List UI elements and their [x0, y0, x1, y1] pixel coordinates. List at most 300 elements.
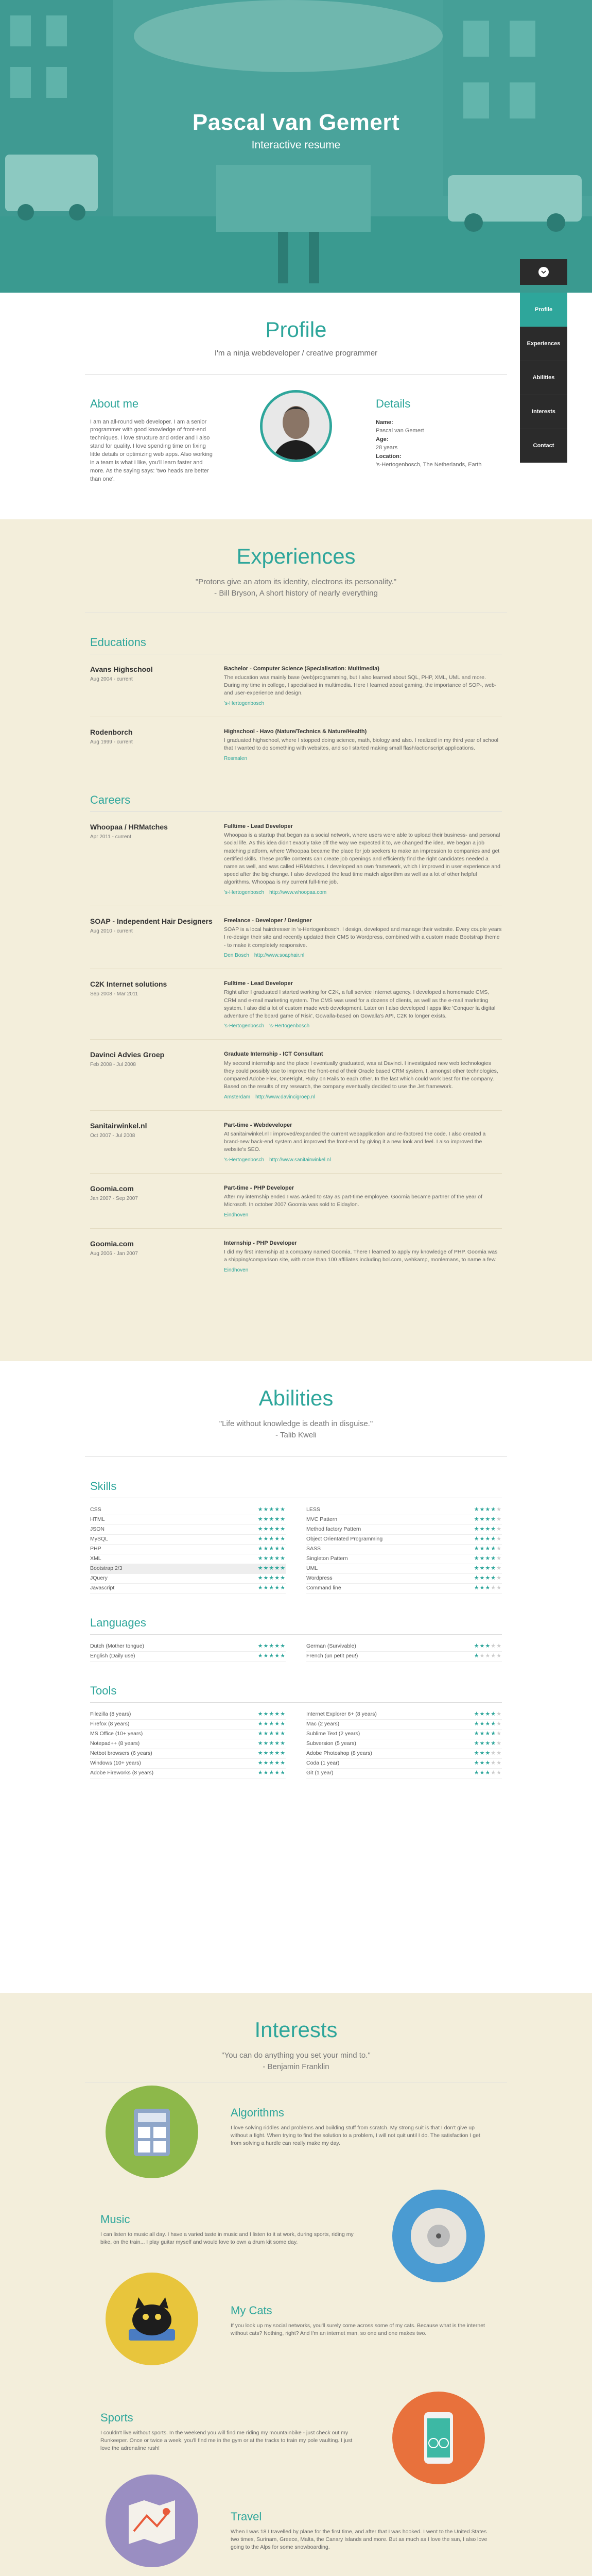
- skill-row: [90, 1584, 286, 1594]
- star-icon: ★: [257, 1711, 264, 1718]
- entry-description: The education was mainly base (web)programming, but I also learned about SQL, PHP, XML, UML and more. During my time in college, I specialised in multimedia. Here I learned about gaming, the importance of SOP-, web- and user-experience and design.: [224, 674, 497, 697]
- calculator-icon: [106, 2086, 198, 2178]
- star-icon: ★: [280, 1770, 286, 1776]
- star-icon: ★: [257, 1536, 264, 1543]
- skill-row: [306, 1730, 502, 1739]
- skill-row: [90, 1769, 286, 1778]
- entry-role: Fulltime - Lead Developer: [224, 823, 293, 829]
- star-icon: ★: [263, 1643, 269, 1650]
- skill-rating: [258, 1564, 286, 1573]
- star-icon: ★: [263, 1546, 269, 1552]
- website-link[interactable]: 's-Hertogenbosch: [269, 1023, 310, 1029]
- entry-left: [90, 917, 224, 959]
- profile-tagline: I'm a ninja webdeveloper / creative programmer: [214, 349, 378, 358]
- entry-meta: [224, 952, 502, 959]
- skill-rating: [258, 1739, 286, 1748]
- nav-item-abilities[interactable]: Abilities: [520, 361, 567, 395]
- entry-meta: [224, 1156, 502, 1164]
- interest-algorithms: [231, 2104, 488, 2148]
- star-icon: ★: [263, 1565, 269, 1572]
- star-icon: ★: [485, 1731, 491, 1737]
- star-icon: ★: [263, 1740, 269, 1747]
- nav-item-experiences[interactable]: Experiences: [520, 327, 567, 361]
- detail-value: Pascal van Gemert: [376, 428, 424, 434]
- skills-list-left: [90, 1505, 286, 1594]
- skill-row: [306, 1584, 502, 1594]
- entry-date: Aug 2010 - current: [90, 928, 133, 934]
- star-icon: ★: [485, 1516, 491, 1523]
- skill-row: [306, 1515, 502, 1525]
- profile-title: Profile: [265, 317, 327, 342]
- skill-name: Windows (10+ years): [90, 1759, 141, 1766]
- star-icon: ★: [269, 1575, 275, 1582]
- skill-rating: [258, 1769, 286, 1777]
- experience-entry: [90, 1239, 502, 1274]
- star-icon: ★: [269, 1536, 275, 1543]
- quote-author: - Bill Bryson, A short history of nearly everything: [214, 588, 378, 598]
- star-icon: ★: [263, 1770, 269, 1776]
- interest-text: When I was 18 I travelled by plane for the first time, and after that I was hooked. I went to the United States two times, Surinam, Greece, Malta, the Canary Islands and more. But as much as I love the sun, I also love going to the Alps for some snowboarding.: [231, 2529, 487, 2551]
- interest-title: Travel: [231, 2510, 262, 2523]
- star-icon: ★: [479, 1653, 485, 1659]
- star-icon: ★: [496, 1760, 502, 1767]
- star-icon: ★: [479, 1546, 485, 1552]
- divider: [90, 1634, 502, 1635]
- star-icon: ★: [479, 1506, 485, 1513]
- star-icon: ★: [496, 1526, 502, 1533]
- entry-role: Highschool - Havo (Nature/Technics & Nature/Health): [224, 728, 367, 735]
- star-icon: ★: [274, 1516, 281, 1523]
- website-link[interactable]: http://www.soaphair.nl: [254, 952, 305, 958]
- star-icon: ★: [274, 1750, 281, 1757]
- entry-organisation: SOAP - Independent Hair Designers: [90, 917, 213, 925]
- entry-organisation: Goomia.com: [90, 1184, 134, 1193]
- entry-description: I graduated highschool, where I stopped doing science, math, biology and also. I realized in my third year of school that I wanted to do something with websites, and so I started making small flash/actionscript applications.: [224, 737, 498, 752]
- entry-divider: [90, 1039, 502, 1040]
- skill-row: [306, 1739, 502, 1749]
- star-icon: ★: [485, 1721, 491, 1727]
- star-icon: ★: [263, 1575, 269, 1582]
- star-icon: ★: [269, 1711, 275, 1718]
- entry-role: Part-time - Webdeveloper: [224, 1122, 292, 1128]
- divider: [85, 374, 507, 375]
- star-icon: ★: [263, 1711, 269, 1718]
- chevron-down-icon: [538, 267, 549, 277]
- skill-rating: [258, 1505, 286, 1514]
- star-icon: ★: [257, 1546, 264, 1552]
- skill-name: Object Orientated Programming: [306, 1535, 383, 1542]
- skill-name: French (un petit peu!): [306, 1652, 358, 1659]
- star-icon: ★: [479, 1526, 485, 1533]
- educations-title: Educations: [90, 635, 146, 649]
- profile-section: [0, 293, 592, 519]
- star-icon: ★: [496, 1770, 502, 1776]
- skill-row: [90, 1642, 286, 1652]
- skill-row: [90, 1505, 286, 1515]
- entry-date: Aug 2006 - Jan 2007: [90, 1250, 138, 1257]
- entry-right: [224, 1184, 502, 1219]
- star-icon: ★: [479, 1760, 485, 1767]
- skill-rating: [474, 1720, 502, 1728]
- skill-row: [90, 1515, 286, 1525]
- star-icon: ★: [269, 1750, 275, 1757]
- entry-divider: [90, 1173, 502, 1174]
- detail-label: Age:: [376, 436, 389, 443]
- entry-description: At sanitairwinkel.nl I improved/expanded the current webapplication and re-factored the code. I also created a brand-new back-end system and improved the front-end by giving it a new look and feel. I also improved the website's SEO.: [224, 1131, 486, 1153]
- languages-title: Languages: [90, 1616, 146, 1629]
- entry-left: [90, 1121, 224, 1164]
- star-icon: ★: [485, 1565, 491, 1572]
- entry-right: [224, 822, 502, 896]
- nav-item-contact[interactable]: Contact: [520, 429, 567, 463]
- star-icon: ★: [280, 1526, 286, 1533]
- star-icon: ★: [263, 1721, 269, 1727]
- star-icon: ★: [274, 1731, 281, 1737]
- star-icon: ★: [280, 1546, 286, 1552]
- entry-right: [224, 979, 502, 1030]
- skill-rating: [258, 1720, 286, 1728]
- entry-right: [224, 727, 502, 762]
- location-pin-icon: Amsterdam: [224, 1094, 251, 1100]
- star-icon: ★: [496, 1536, 502, 1543]
- location-pin-icon: 's-Hertogenbosch: [224, 1157, 265, 1163]
- star-icon: ★: [274, 1546, 281, 1552]
- entry-right: [224, 1239, 502, 1274]
- star-icon: ★: [496, 1516, 502, 1523]
- interest-music: [100, 2211, 358, 2246]
- experience-entry: [90, 822, 502, 896]
- star-icon: ★: [485, 1653, 491, 1659]
- star-icon: ★: [496, 1555, 502, 1562]
- experience-entry: [90, 727, 502, 762]
- entry-role: Internship - PHP Developer: [224, 1240, 297, 1246]
- star-icon: ★: [474, 1711, 480, 1718]
- entry-meta: [224, 1266, 502, 1274]
- experience-entry: [90, 979, 502, 1030]
- entry-organisation: Avans Highschool: [90, 665, 153, 673]
- skill-row: [306, 1545, 502, 1554]
- abilities-section: [0, 1361, 592, 1993]
- skill-row: [306, 1564, 502, 1574]
- website-link[interactable]: http://www.davincigroep.nl: [255, 1094, 316, 1100]
- skill-row: [306, 1652, 502, 1662]
- skill-rating: [474, 1749, 502, 1758]
- skill-name: UML: [306, 1565, 318, 1571]
- skill-rating: [474, 1554, 502, 1563]
- skill-name: Wordpress: [306, 1574, 333, 1581]
- skill-row: [306, 1535, 502, 1545]
- star-icon: ★: [263, 1585, 269, 1591]
- star-icon: ★: [474, 1750, 480, 1757]
- skill-rating: [258, 1515, 286, 1524]
- star-icon: ★: [274, 1643, 281, 1650]
- star-icon: ★: [274, 1506, 281, 1513]
- interest-title: Algorithms: [231, 2106, 284, 2119]
- interest-title: Sports: [100, 2411, 133, 2424]
- entry-divider: [90, 1110, 502, 1111]
- star-icon: ★: [269, 1760, 275, 1767]
- interests-title: Interests: [254, 2018, 338, 2042]
- skill-row: [90, 1720, 286, 1730]
- star-icon: ★: [491, 1546, 497, 1552]
- entry-date: Aug 1999 - current: [90, 739, 133, 745]
- star-icon: ★: [274, 1721, 281, 1727]
- skill-name: Subversion (5 years): [306, 1740, 356, 1747]
- star-icon: ★: [280, 1585, 286, 1591]
- skill-row: [90, 1739, 286, 1749]
- interest-cats: [231, 2302, 488, 2337]
- skill-name: JQuery: [90, 1574, 108, 1581]
- interest-text: I can listen to music all day. I have a varied taste in music and I listen to it at work, during sports, riding my bike, on the train... I play guitar myself and would love to own a drum kit some day.: [100, 2231, 354, 2246]
- skill-row: [90, 1564, 286, 1574]
- star-icon: ★: [257, 1575, 264, 1582]
- skill-rating: [474, 1710, 502, 1719]
- star-icon: ★: [491, 1516, 497, 1523]
- tools-title: Tools: [90, 1684, 117, 1697]
- star-icon: ★: [479, 1770, 485, 1776]
- star-icon: ★: [485, 1555, 491, 1562]
- skill-name: English (Daily use): [90, 1652, 135, 1659]
- star-icon: ★: [474, 1731, 480, 1737]
- star-icon: ★: [274, 1565, 281, 1572]
- star-icon: ★: [280, 1643, 286, 1650]
- star-icon: ★: [479, 1585, 485, 1591]
- skill-name: XML: [90, 1555, 101, 1562]
- skill-row: [90, 1749, 286, 1759]
- star-icon: ★: [274, 1653, 281, 1659]
- entry-organisation: C2K Internet solutions: [90, 979, 167, 988]
- star-icon: ★: [496, 1731, 502, 1737]
- star-icon: ★: [491, 1536, 497, 1543]
- avatar: [260, 390, 332, 462]
- star-icon: ★: [491, 1731, 497, 1737]
- skill-rating: [474, 1525, 502, 1534]
- star-icon: ★: [474, 1536, 480, 1543]
- skill-name: Notepad++ (8 years): [90, 1740, 140, 1747]
- skill-row: [90, 1554, 286, 1564]
- star-icon: ★: [491, 1526, 497, 1533]
- star-icon: ★: [257, 1653, 264, 1659]
- star-icon: ★: [479, 1750, 485, 1757]
- phone-bike-icon: [392, 2392, 485, 2484]
- skill-row: [306, 1759, 502, 1769]
- star-icon: ★: [280, 1711, 286, 1718]
- skill-rating: [474, 1545, 502, 1553]
- star-icon: ★: [474, 1555, 480, 1562]
- star-icon: ★: [257, 1565, 264, 1572]
- skill-row: [306, 1769, 502, 1778]
- entry-organisation: Davinci Advies Groep: [90, 1050, 165, 1059]
- interest-sports: [100, 2409, 358, 2453]
- skill-row: [90, 1759, 286, 1769]
- abilities-quote: [0, 1418, 592, 1441]
- skill-rating: [474, 1652, 502, 1660]
- skills-list-right: [306, 1505, 502, 1594]
- star-icon: ★: [257, 1770, 264, 1776]
- star-icon: ★: [257, 1740, 264, 1747]
- star-icon: ★: [479, 1516, 485, 1523]
- star-icon: ★: [269, 1653, 275, 1659]
- star-icon: ★: [280, 1760, 286, 1767]
- star-icon: ★: [485, 1760, 491, 1767]
- entry-meta: [224, 1211, 502, 1219]
- star-icon: ★: [485, 1643, 491, 1650]
- star-icon: ★: [479, 1565, 485, 1572]
- star-icon: ★: [479, 1711, 485, 1718]
- star-icon: ★: [474, 1516, 480, 1523]
- star-icon: ★: [269, 1585, 275, 1591]
- nav-toggle-button[interactable]: [520, 259, 567, 285]
- star-icon: ★: [485, 1711, 491, 1718]
- detail-value: 28 years: [376, 445, 398, 451]
- experience-entry: [90, 1050, 502, 1100]
- star-icon: ★: [280, 1565, 286, 1572]
- star-icon: ★: [269, 1731, 275, 1737]
- entry-left: [90, 979, 224, 1030]
- star-icon: ★: [474, 1721, 480, 1727]
- skill-rating: [474, 1759, 502, 1768]
- quote-text: "You can do anything you set your mind to.": [221, 2051, 371, 2060]
- star-icon: ★: [496, 1506, 502, 1513]
- divider: [90, 811, 502, 812]
- star-icon: ★: [280, 1731, 286, 1737]
- star-icon: ★: [274, 1575, 281, 1582]
- skill-name: Netbot browsers (6 years): [90, 1750, 152, 1756]
- skill-rating: [474, 1584, 502, 1592]
- star-icon: ★: [479, 1721, 485, 1727]
- interest-text: I love solving riddles and problems and building stuff from scratch. My strong suit is that I don't give up without a fight. When trying to find the solution to a problem, I will not quit until I do. The satisfaction I get from solving a hurdle can really make my day.: [231, 2125, 480, 2147]
- star-icon: ★: [491, 1750, 497, 1757]
- quote-text: "Protons give an atom its identity, electrons its personality.": [195, 578, 397, 586]
- skill-name: MVC Pattern: [306, 1516, 338, 1522]
- website-link[interactable]: http://www.whoopaa.com: [269, 889, 327, 895]
- star-icon: ★: [257, 1721, 264, 1727]
- star-icon: ★: [491, 1653, 497, 1659]
- interests-quote: [0, 2050, 592, 2073]
- star-icon: ★: [479, 1731, 485, 1737]
- skill-rating: [258, 1749, 286, 1758]
- skill-name: LESS: [306, 1506, 320, 1513]
- star-icon: ★: [280, 1740, 286, 1747]
- experiences-title: Experiences: [236, 544, 356, 568]
- entry-date: Feb 2008 - Jul 2008: [90, 1062, 136, 1068]
- star-icon: ★: [257, 1750, 264, 1757]
- star-icon: ★: [491, 1643, 497, 1650]
- skill-rating: [474, 1505, 502, 1514]
- educations-list: [90, 665, 502, 762]
- star-icon: ★: [474, 1760, 480, 1767]
- skill-name: Adobe Fireworks (8 years): [90, 1769, 154, 1776]
- entry-right: [224, 1050, 502, 1100]
- side-navigation: [520, 293, 567, 463]
- star-icon: ★: [280, 1516, 286, 1523]
- skill-name: SASS: [306, 1545, 321, 1552]
- star-icon: ★: [280, 1555, 286, 1562]
- star-icon: ★: [496, 1565, 502, 1572]
- star-icon: ★: [274, 1740, 281, 1747]
- skill-name: Internet Explorer 6+ (8 years): [306, 1710, 377, 1717]
- interests-section: [0, 1993, 592, 2576]
- location-pin-icon: Rosmalen: [224, 755, 248, 761]
- entry-organisation: Sanitairwinkel.nl: [90, 1121, 147, 1130]
- skill-row: [90, 1710, 286, 1720]
- nav-item-profile[interactable]: Profile: [520, 293, 567, 327]
- star-icon: ★: [274, 1555, 281, 1562]
- star-icon: ★: [491, 1770, 497, 1776]
- skill-row: [90, 1535, 286, 1545]
- star-icon: ★: [263, 1760, 269, 1767]
- star-icon: ★: [491, 1711, 497, 1718]
- star-icon: ★: [280, 1653, 286, 1659]
- skill-rating: [258, 1730, 286, 1738]
- star-icon: ★: [474, 1643, 480, 1650]
- quote-author: - Talib Kweli: [275, 1430, 317, 1439]
- cat-icon: [106, 2273, 198, 2365]
- star-icon: ★: [485, 1750, 491, 1757]
- entry-date: Oct 2007 - Jul 2008: [90, 1132, 135, 1139]
- star-icon: ★: [257, 1731, 264, 1737]
- skill-name: Command line: [306, 1584, 341, 1591]
- hero-name: Pascal van Gemert: [192, 110, 400, 135]
- star-icon: ★: [485, 1575, 491, 1582]
- star-icon: ★: [269, 1740, 275, 1747]
- star-icon: ★: [474, 1653, 480, 1659]
- tools-list-left: [90, 1710, 286, 1778]
- star-icon: ★: [257, 1643, 264, 1650]
- entry-date: Aug 2004 - current: [90, 676, 133, 682]
- star-icon: ★: [280, 1750, 286, 1757]
- star-icon: ★: [491, 1565, 497, 1572]
- quote-author: - Benjamin Franklin: [263, 2062, 329, 2071]
- website-link[interactable]: http://www.sanitairwinkel.nl: [269, 1157, 331, 1163]
- entry-role: Part-time - PHP Developer: [224, 1184, 294, 1191]
- skill-row: [90, 1574, 286, 1584]
- experience-entry: [90, 1121, 502, 1164]
- star-icon: ★: [269, 1721, 275, 1727]
- star-icon: ★: [257, 1555, 264, 1562]
- star-icon: ★: [496, 1546, 502, 1552]
- star-icon: ★: [263, 1506, 269, 1513]
- star-icon: ★: [479, 1536, 485, 1543]
- about-text: I am an all-round web developer. I am a senior programmer with good knowledge of front-end techniques. I love structure and order and I also stand for quality. I love spending time on fixing little details or optimizing web apps. Also working in a team is what I like, you'll learn faster and more. As the saying says: 'two heads are better than one'.: [90, 418, 213, 483]
- skill-rating: [258, 1642, 286, 1651]
- skill-row: [90, 1730, 286, 1739]
- star-icon: ★: [474, 1546, 480, 1552]
- entry-description: Right after I graduated I started working for C2K, a full service Internet agency. I developed a homemade CMS, CRM and e-mail marketing system. The CMS was used for a dozens of clients, as well as the e-mail marketing system. I also did a lot of custom made web development. Later on I also developed I apps like 'Conquer la digital adventure of the board game of Risk', Gowalla-based on Gowalla's API, C2K to longer exists.: [224, 989, 496, 1019]
- about-title: About me: [90, 397, 139, 410]
- entry-left: [90, 1239, 224, 1274]
- skill-rating: [474, 1564, 502, 1573]
- star-icon: ★: [474, 1585, 480, 1591]
- entry-date: Sep 2008 - Mar 2011: [90, 991, 138, 997]
- star-icon: ★: [269, 1643, 275, 1650]
- skill-name: Javascript: [90, 1584, 115, 1591]
- nav-item-interests[interactable]: Interests: [520, 395, 567, 429]
- vinyl-record-icon: [392, 2190, 485, 2282]
- skill-row: [306, 1525, 502, 1535]
- entry-left: [90, 822, 224, 896]
- star-icon: ★: [496, 1711, 502, 1718]
- hero-subtitle: Interactive resume: [251, 139, 341, 151]
- skill-rating: [258, 1710, 286, 1719]
- location-pin-icon: 's-Hertogenbosch: [224, 1023, 265, 1029]
- tools-list-right: [306, 1710, 502, 1778]
- entry-meta: [224, 755, 502, 762]
- star-icon: ★: [496, 1585, 502, 1591]
- map-icon: [106, 2475, 198, 2567]
- skill-rating: [474, 1730, 502, 1738]
- star-icon: ★: [474, 1740, 480, 1747]
